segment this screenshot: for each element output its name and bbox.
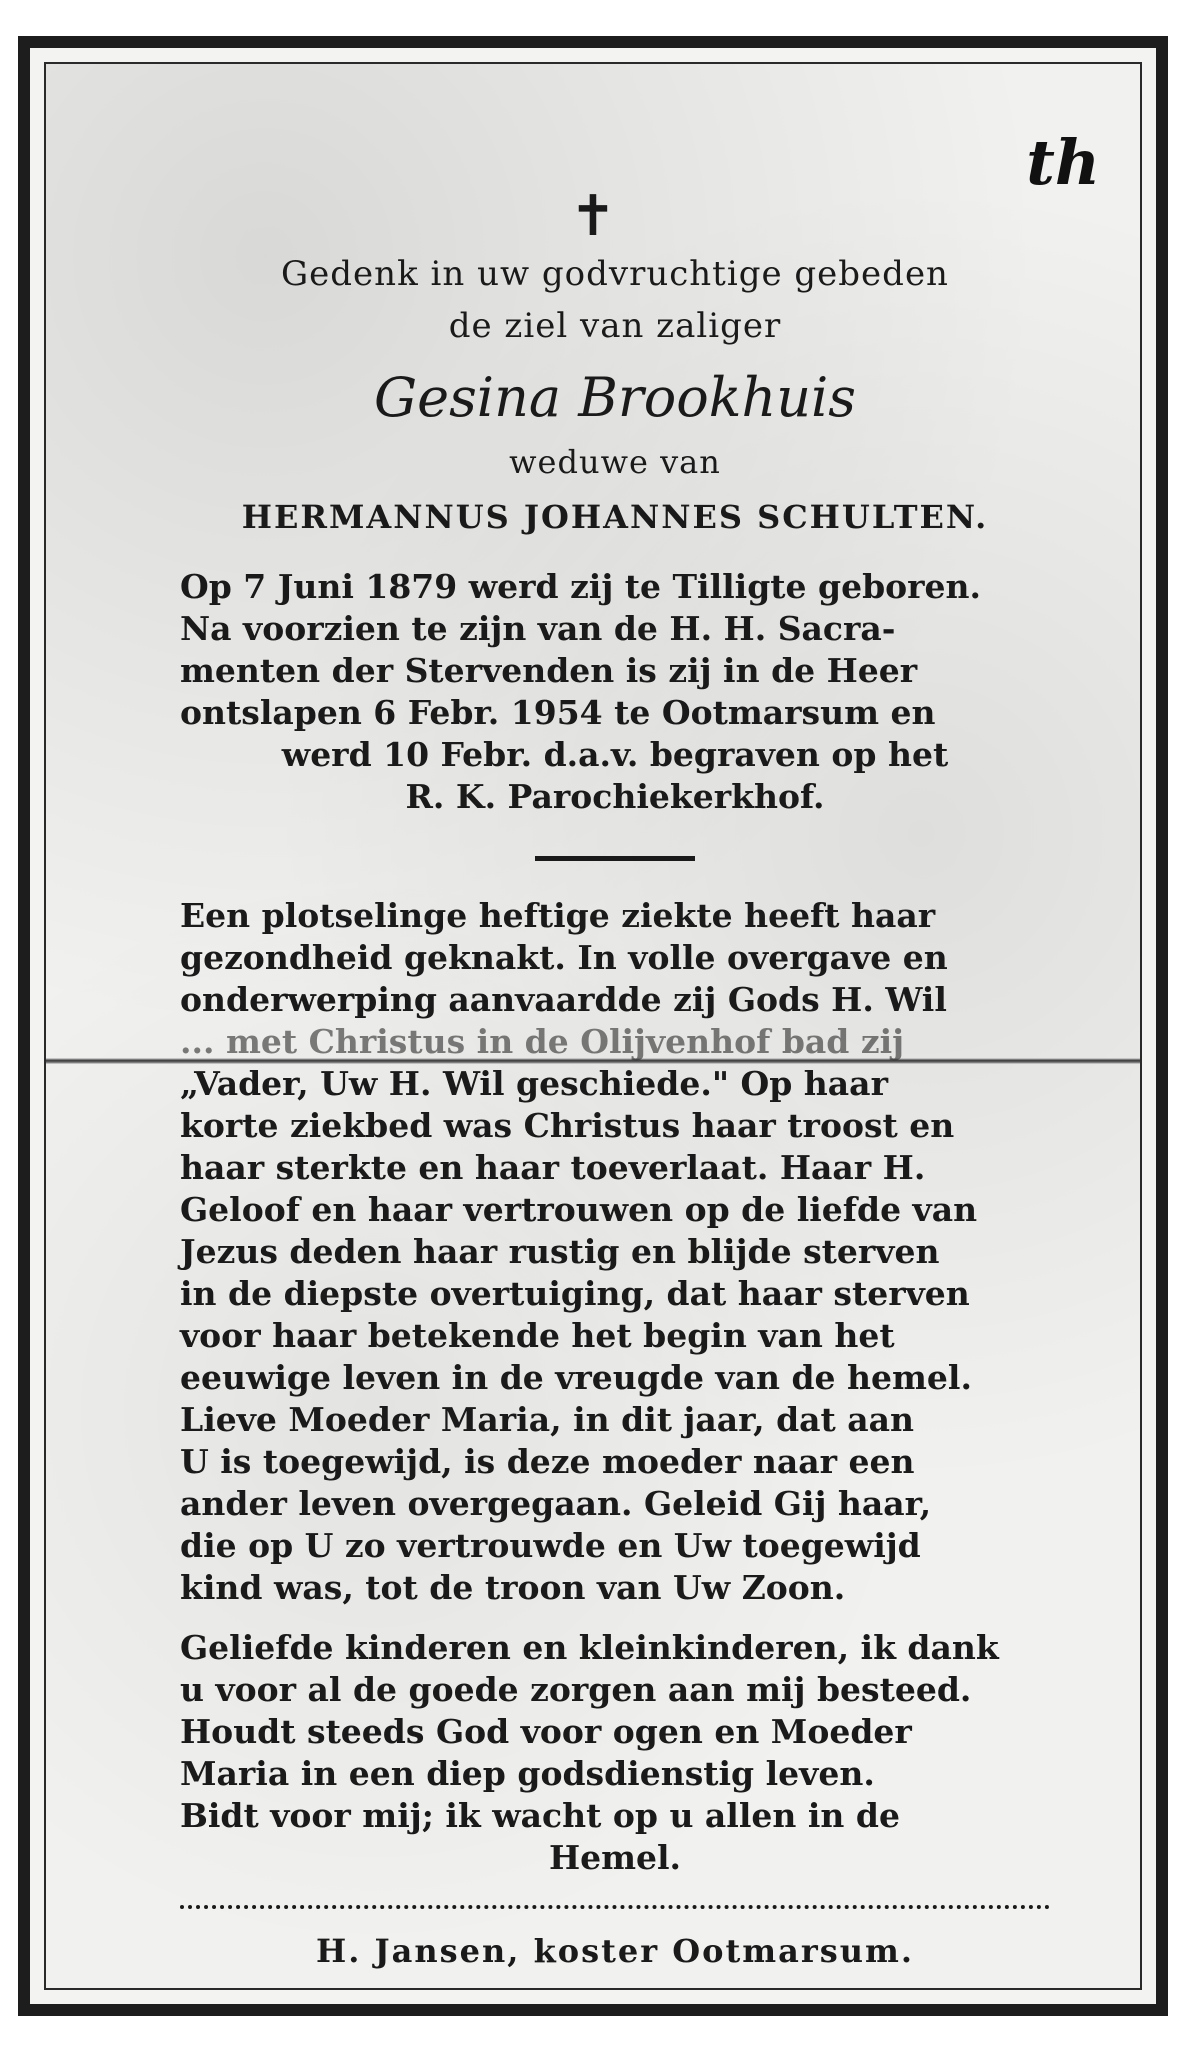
corner-handwritten-mark: th	[1026, 126, 1100, 199]
reflection-line: korte ziekbed was Christus haar troost en	[180, 1106, 955, 1145]
reflection-line: U is toegewijd, is deze moeder naar een	[180, 1442, 915, 1481]
cross-icon: ✝	[569, 184, 617, 249]
farewell-line: u voor al de goede zorgen aan mij besteed.	[180, 1670, 972, 1709]
bio-line: Na voorzien te zijn van de H. H. Sacra-	[180, 609, 896, 648]
reflection-line: gezondheid geknakt. In volle overgave en	[180, 938, 948, 977]
farewell-line: Hemel.	[548, 1838, 682, 1877]
bio-line: R. K. Parochiekerkhof.	[405, 777, 825, 816]
farewell-line: Maria in een diep godsdienstig leven.	[180, 1754, 875, 1793]
spacer	[180, 548, 1050, 566]
reflection-line: Geloof en haar vertrouwen op de liefde van	[180, 1190, 978, 1229]
reflection-line: voor haar betekende het begin van het	[180, 1316, 895, 1355]
reflection-line: Lieve Moeder Maria, in dit jaar, dat aan	[180, 1400, 915, 1439]
bio-line: werd 10 Febr. d.a.v. begraven op het	[281, 735, 949, 774]
deceased-name: Gesina Brookhuis	[374, 366, 856, 429]
bio-line: Op 7 Juni 1879 werd zij te Tilligte geboren.	[180, 567, 982, 606]
farewell-line: Geliefde kinderen en kleinkinderen, ik dank	[180, 1628, 999, 1667]
reflection-line: die op U zo vertrouwde en Uw toegewijd	[180, 1526, 921, 1565]
reflection-line: eeuwige leven in de vreugde van de hemel.	[180, 1358, 972, 1397]
widow-of-label: weduwe van	[509, 443, 721, 481]
divider-rule	[535, 856, 695, 861]
memorial-card	[18, 36, 1168, 2016]
reflection-line: ... met Christus in de Olijvenhof bad zij	[180, 1022, 905, 1061]
reflection-line: Een plotselinge heftige ziekte heeft haar	[180, 896, 936, 935]
printer-credit: H. Jansen, koster Ootmarsum.	[316, 1932, 914, 1970]
reflection-line: Jezus deden haar rustig en blijde sterven	[180, 1232, 940, 1271]
intro-block	[180, 248, 1050, 352]
husband-name: HERMANNUS JOHANNES SCHULTEN.	[241, 498, 989, 536]
bio-line: ontslapen 6 Febr. 1954 te Ootmarsum en	[180, 693, 936, 732]
farewell-line: Bidt voor mij; ik wacht op u allen in de	[180, 1796, 900, 1835]
intro-line-2: de ziel van zaliger	[448, 306, 782, 346]
bio-line: menten der Stervenden is zij in de Heer	[180, 651, 918, 690]
spacer	[180, 1609, 1050, 1627]
reflection-line: „Vader, Uw H. Wil geschiede." Op haar	[180, 1064, 888, 1103]
reflection-line: haar sterkte en haar toeverlaat. Haar H.	[180, 1148, 926, 1187]
biography-block	[180, 566, 1050, 818]
farewell-line: Houdt steeds God voor ogen en Moeder	[180, 1712, 912, 1751]
reflection-line: in de diepste overtuiging, dat haar sterven	[180, 1274, 970, 1313]
reflection-line: ander leven overgegaan. Geleid Gij haar,	[180, 1484, 932, 1523]
reflection-line: onderwerping aanvaardde zij Gods H. Wil	[180, 980, 947, 1019]
card-content	[180, 248, 1050, 1975]
dotted-divider	[180, 1905, 1050, 1909]
farewell-block	[180, 1627, 1050, 1879]
reflection-block	[180, 895, 1050, 1609]
intro-line-1: Gedenk in uw godvruchtige gebeden	[281, 254, 949, 294]
reflection-line: kind was, tot de troon van Uw Zoon.	[180, 1568, 846, 1607]
